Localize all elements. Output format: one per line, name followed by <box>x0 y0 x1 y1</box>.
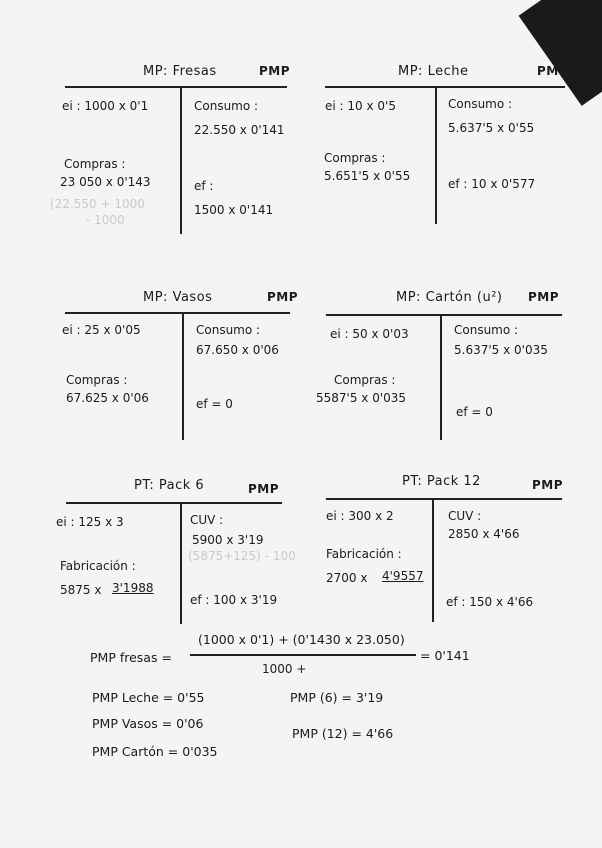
right-entry: CUV : <box>190 513 224 527</box>
right-entry: Consumo : <box>448 97 513 111</box>
left-entry: Compras : <box>64 157 126 171</box>
right-entry: ef : <box>194 179 214 193</box>
t-horizontal-line <box>65 86 287 88</box>
left-entry: 5875 x <box>60 583 102 597</box>
left-entry: Fabricación : <box>326 547 402 561</box>
left-entry: ei : 125 x 3 <box>56 515 124 529</box>
account-title: MP: Fresas <box>143 64 217 79</box>
account-title: MP: Leche <box>398 64 469 79</box>
t-account-leche <box>320 64 569 224</box>
right-entry: 67.650 x 0'06 <box>196 343 279 357</box>
fraction-bar <box>190 654 416 656</box>
right-entry: 5900 x 3'19 <box>192 533 264 547</box>
account-method: PMP <box>537 64 569 78</box>
left-entry: ei : 25 x 0'05 <box>62 323 141 337</box>
left-entry-underlined: 3'1988 <box>112 581 154 595</box>
right-entry: 5.637'5 x 0'035 <box>454 343 548 357</box>
left-entry: Compras : <box>334 373 396 387</box>
right-entry: ef = 0 <box>196 397 233 411</box>
right-entry: ef : 10 x 0'577 <box>448 177 536 191</box>
left-entry-faded: - 1000 <box>86 213 125 227</box>
right-entry: CUV : <box>448 509 482 523</box>
t-vertical-line <box>180 502 182 624</box>
pmp-pack-12: PMP (12) = 4'66 <box>292 726 394 741</box>
t-account-fresas <box>50 64 291 234</box>
t-horizontal-line <box>326 314 562 316</box>
account-title: MP: Cartón (u²) <box>396 290 503 305</box>
t-account-vasos <box>60 290 299 440</box>
right-entry: Consumo : <box>194 99 259 113</box>
formula-result: = 0'141 <box>420 648 470 663</box>
formula-label: PMP fresas = <box>90 650 172 665</box>
t-horizontal-line <box>326 498 562 500</box>
account-method: PMP <box>528 290 560 304</box>
account-title: MP: Vasos <box>143 290 213 305</box>
account-title: PT: Pack 6 <box>134 478 205 493</box>
account-title: PT: Pack 12 <box>402 474 481 489</box>
formula-denominator: 1000 + <box>262 662 307 676</box>
formula-numerator: (1000 x 0'1) + (0'1430 x 23.050) <box>198 632 405 647</box>
left-entry: 5.651'5 x 0'55 <box>324 169 411 183</box>
right-entry: 2850 x 4'66 <box>448 527 520 541</box>
t-account-pack-12 <box>320 474 565 624</box>
t-account-pack-6 <box>52 478 296 628</box>
right-entry: ef : 150 x 4'66 <box>446 595 534 609</box>
pmp-leche: PMP Leche = 0'55 <box>92 690 205 705</box>
pmp-fresas-formula <box>90 632 490 682</box>
left-entry: ei : 1000 x 0'1 <box>62 99 149 113</box>
left-entry: Compras : <box>66 373 128 387</box>
right-entry: 22.550 x 0'141 <box>194 123 285 137</box>
left-entry: ei : 50 x 0'03 <box>330 327 409 341</box>
left-entry-faded: (22.550 + 1000 <box>50 197 145 211</box>
left-entry: Compras : <box>324 151 386 165</box>
pmp-carton: PMP Cartón = 0'035 <box>92 744 218 759</box>
left-entry: 23 050 x 0'143 <box>60 175 151 189</box>
left-entry: 67.625 x 0'06 <box>66 391 149 405</box>
pmp-pack-6: PMP (6) = 3'19 <box>290 690 384 705</box>
right-entry: Consumo : <box>196 323 261 337</box>
left-entry: ei : 300 x 2 <box>326 509 394 523</box>
pmp-vasos: PMP Vasos = 0'06 <box>92 716 204 731</box>
right-entry: 1500 x 0'141 <box>194 203 274 217</box>
right-entry: ef = 0 <box>456 405 493 419</box>
account-method: PMP <box>259 64 291 78</box>
right-entry: 5.637'5 x 0'55 <box>448 121 535 135</box>
right-entry: ef : 100 x 3'19 <box>190 593 278 607</box>
left-entry-underlined: 4'9557 <box>382 569 424 583</box>
account-method: PMP <box>532 478 564 492</box>
account-method: PMP <box>248 482 280 496</box>
account-method: PMP <box>267 290 299 304</box>
left-entry: 2700 x <box>326 571 368 585</box>
left-entry: ei : 10 x 0'5 <box>325 99 396 113</box>
t-vertical-line <box>440 314 442 440</box>
right-entry-faded: (5875+125) - 100 <box>188 549 296 563</box>
t-vertical-line <box>435 86 437 224</box>
t-vertical-line <box>180 86 182 234</box>
left-entry: Fabricación : <box>60 559 136 573</box>
left-entry: 5587'5 x 0'035 <box>316 391 407 405</box>
t-horizontal-line <box>65 312 290 314</box>
t-vertical-line <box>182 312 184 440</box>
right-entry: Consumo : <box>454 323 519 337</box>
t-vertical-line <box>432 498 434 622</box>
t-horizontal-line <box>66 502 282 504</box>
t-horizontal-line <box>325 86 565 88</box>
t-account-carton <box>316 290 566 440</box>
